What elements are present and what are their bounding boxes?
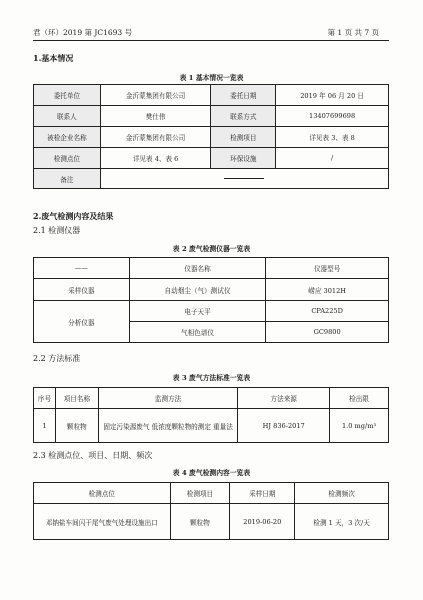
seq-value: 1 xyxy=(34,409,56,443)
section1-title: 1.基本情况 xyxy=(33,53,74,63)
instrument-header-blank: —— xyxy=(34,258,130,279)
remark-label: 备注 xyxy=(34,169,101,189)
table3-caption: 表 3 废气方法标准一览表 xyxy=(172,374,251,382)
method-table xyxy=(33,387,389,443)
subsection-2-3: 2.3 检测点位、项目、日期、频次 xyxy=(33,451,153,460)
instrument-model-header: 仪器型号 xyxy=(266,258,389,279)
source-value: HJ 836-2017 xyxy=(238,409,330,443)
remark-value xyxy=(100,169,388,189)
env-facility-label: 环保设施 xyxy=(211,148,276,169)
table2-caption: 表 2 废气检测仪器一览表 xyxy=(172,245,251,253)
test-items-label: 检测项目 xyxy=(211,127,276,148)
subsection-2-2: 2.2 方法标准 xyxy=(33,354,81,363)
point-value: 邓钠盐车间闪干尾气废气处理设施出口 xyxy=(34,504,171,540)
analysis-instrument-model-2: GC9800 xyxy=(266,322,389,343)
remark-dash xyxy=(224,178,264,179)
detection-limit-header: 检出限 xyxy=(330,388,389,409)
test-items-value: 详见表 3、表 8 xyxy=(276,127,389,148)
commission-date-label: 委托日期 xyxy=(211,85,276,106)
test-points-label: 检测点位 xyxy=(34,148,101,169)
client-label: 委托单位 xyxy=(34,85,101,106)
point-header: 检测点位 xyxy=(34,483,171,504)
sampling-date-value: 2019-06-20 xyxy=(230,504,295,540)
method-header: 监测方法 xyxy=(98,388,238,409)
phone-value: 13407699698 xyxy=(276,106,389,127)
item-value: 颗粒物 xyxy=(55,409,98,443)
analysis-instrument-label: 分析仪器 xyxy=(34,301,130,343)
contact-value: 樊仕伟 xyxy=(100,106,211,127)
test-item-value: 颗粒物 xyxy=(170,504,230,540)
sampling-instrument-name: 自动烟尘（气）测试仪 xyxy=(129,279,266,301)
item-header: 项目名称 xyxy=(55,388,98,409)
basic-info-table xyxy=(33,84,389,189)
analysis-instrument-name-1: 电子天平 xyxy=(129,301,266,322)
instrument-table xyxy=(33,257,389,343)
client-value: 金沂蒙集团有限公司 xyxy=(100,85,211,106)
contact-label: 联系人 xyxy=(34,106,101,127)
detection-limit-value: 1.0 mg/m³ xyxy=(330,409,389,443)
header-divider xyxy=(33,40,389,41)
analysis-instrument-model-1: CPA225D xyxy=(266,301,389,322)
seq-header: 序号 xyxy=(34,388,56,409)
inspected-company-label: 被检企业名称 xyxy=(34,127,101,148)
analysis-instrument-name-2: 气相色谱仪 xyxy=(129,322,266,343)
source-header: 方法来源 xyxy=(238,388,330,409)
test-points-value: 详见表 4、表 6 xyxy=(100,148,211,169)
frequency-value: 检测 1 天，3 次/天 xyxy=(295,504,389,540)
frequency-header: 检测频次 xyxy=(295,483,389,504)
commission-date-value: 2019 年 06 月 20 日 xyxy=(276,85,389,106)
test-content-table xyxy=(33,482,389,540)
page-indicator: 第 1 页 共 7 页 xyxy=(327,28,379,37)
instrument-name-header: 仪器名称 xyxy=(129,258,266,279)
table1-caption: 表 1 基本情况一览表 xyxy=(179,74,244,82)
test-item-header: 检测项目 xyxy=(170,483,230,504)
subsection-2-1: 2.1 检测仪器 xyxy=(33,226,81,235)
sampling-date-header: 采样日期 xyxy=(230,483,295,504)
report-number: 君（环）2019 第 JC1693 号 xyxy=(33,28,133,37)
sampling-instrument-model: 崂应 3012H xyxy=(266,279,389,301)
table4-caption: 表 4 废气检测内容一览表 xyxy=(172,469,251,477)
sampling-instrument-label: 采样仪器 xyxy=(34,279,130,301)
section2-title: 2.废气检测内容及结果 xyxy=(33,211,114,221)
inspected-company-value: 金沂蒙集团有限公司 xyxy=(100,127,211,148)
method-value: 固定污染源废气 低浓度颗粒物的测定 重量法 xyxy=(98,409,238,443)
phone-label: 联系方式 xyxy=(211,106,276,127)
env-facility-value: / xyxy=(276,148,389,169)
